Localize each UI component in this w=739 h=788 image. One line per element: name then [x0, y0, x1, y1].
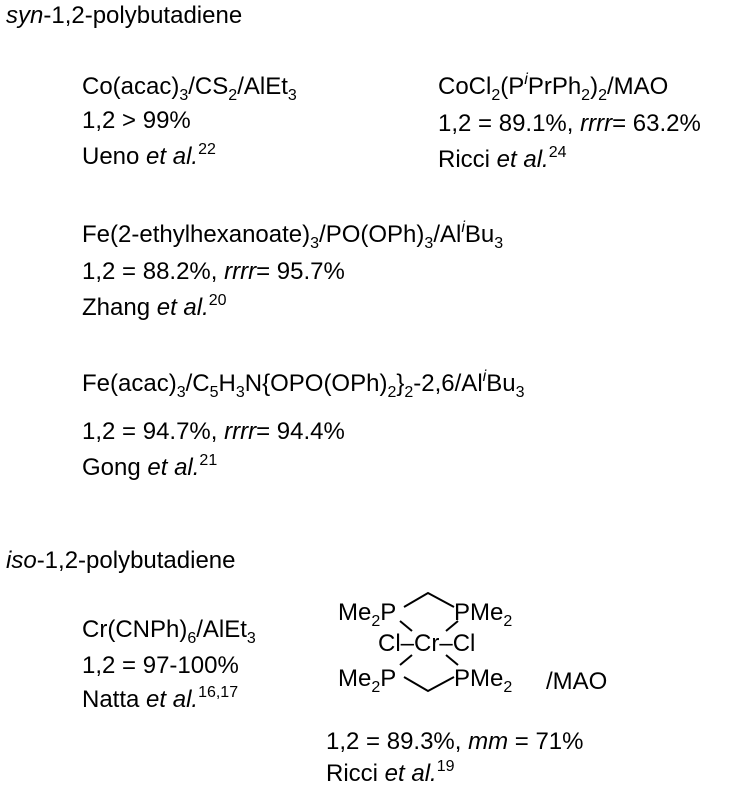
gong-citation: Gong et al.$^{21}$ — [82, 452, 218, 481]
ricci24-catalyst: $CoCl_2(P^iPrPh_2)_2$/MAO — [438, 71, 669, 104]
ueno-catalyst: $Co(acac)_3/CS_2/AlEt_3$ — [82, 73, 297, 104]
natta-catalyst: $Cr(CNPh)_6/AlEt_3$ — [82, 616, 256, 647]
ueno-selectivity: 1,2 > 99% — [82, 107, 191, 134]
pme2-top-right: PMe$_2$ — [454, 599, 513, 630]
zhang-selectivity: 1,2 = 88.2%, rrrr= 95.7% — [82, 258, 345, 285]
pme2-bottom-left: $Me_2P$ — [338, 665, 397, 696]
mao-cocatalyst: /MAO — [546, 668, 608, 695]
iso-section-heading: iso-1,2-polybutadiene — [6, 547, 236, 574]
top-bridge-bond — [404, 593, 454, 607]
ricci24-selectivity: 1,2 = 89.1%, rrrr= 63.2% — [438, 110, 701, 137]
ricci19-selectivity: 1,2 = 89.3%, mm = 71% — [326, 728, 584, 755]
pme2-bottom-right: PMe$_2$ — [454, 665, 513, 696]
pme2-top-left: $Me_2P$ — [338, 599, 397, 630]
syn-section-heading: syn-1,2-polybutadiene — [6, 2, 243, 29]
zhang-catalyst: $Fe(2-ethylhexanoate)_3/PO(OPh)_3/Al^iBu_3$ — [82, 219, 504, 252]
zhang-citation: Zhang et al.$^{20}$ — [82, 292, 227, 321]
ueno-citation: Ueno et al.$^{22}$ — [82, 141, 216, 170]
natta-citation: Natta et al.$^{16,17}$ — [82, 684, 239, 713]
natta-selectivity: 1,2 = 97-100% — [82, 652, 239, 679]
ricci19-citation: Ricci et al.$^{19}$ — [326, 758, 455, 787]
cr-complex-structure — [320, 583, 620, 703]
ricci24-citation: Ricci et al.$^{24}$ — [438, 144, 567, 173]
gong-selectivity: 1,2 = 94.7%, rrrr= 94.4% — [82, 418, 345, 445]
bottom-bridge-bond — [404, 677, 454, 691]
gong-catalyst: $Fe(acac)_3/C_5H_3N\{OPO(OPh)_2\}_2-2,6/Al^iBu_3$ — [82, 368, 525, 401]
cl-cr-cl: Cl–Cr–Cl — [378, 630, 476, 657]
